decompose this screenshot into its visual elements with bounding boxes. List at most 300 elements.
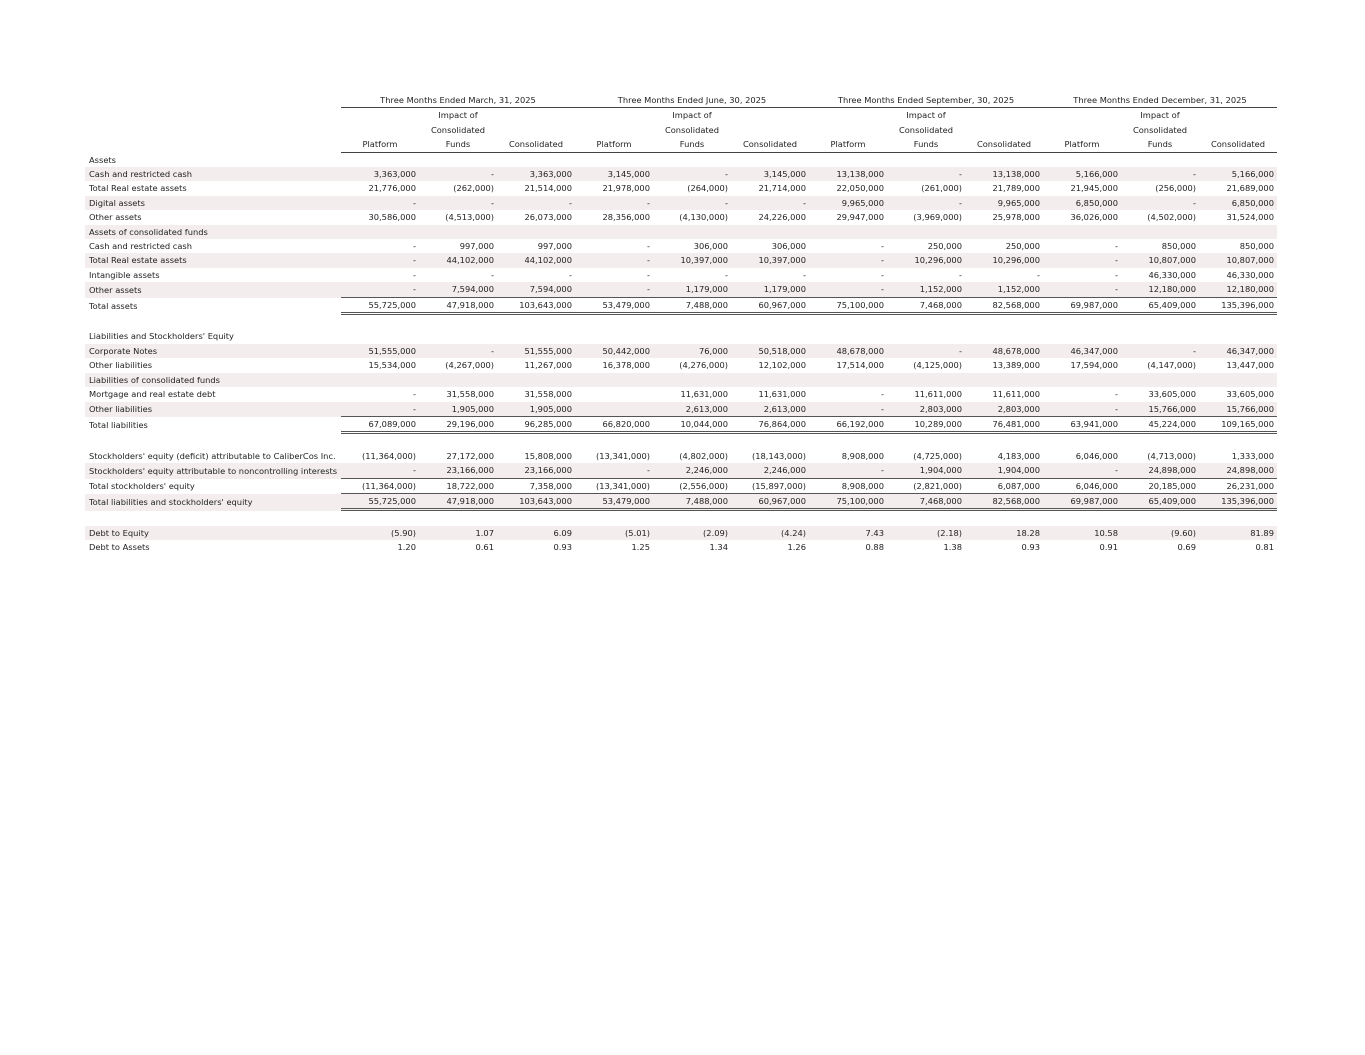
value-cell: 2,613,000 <box>731 402 809 417</box>
empty-cell <box>1043 373 1121 387</box>
value-cell: 1.20 <box>397 542 416 553</box>
value-cell: 10,397,000 <box>731 253 809 267</box>
section-liabilities-equity <box>85 329 1277 343</box>
value-cell: 10,807,000 <box>1199 253 1277 267</box>
value-cell: - <box>1115 269 1118 280</box>
empty-cell <box>575 225 653 239</box>
value-cell: 7.43 <box>809 526 887 540</box>
value-cell: 26,073,000 <box>524 212 572 223</box>
value-cell: 60,967,000 <box>731 494 809 511</box>
empty-cell <box>341 373 419 387</box>
empty-cell <box>497 329 575 343</box>
value-cell: (13,341,000) <box>575 479 653 494</box>
value-cell: - <box>1121 196 1199 210</box>
value-cell: 306,000 <box>771 241 806 252</box>
value-cell: (2.18) <box>887 526 965 540</box>
row-label: Stockholders' equity attributable to noncontrolling interests <box>85 463 341 478</box>
column-header-blank <box>809 108 887 122</box>
row-label: Other liabilities <box>89 360 153 371</box>
empty-cell <box>1121 329 1199 343</box>
value-cell: - <box>575 282 653 297</box>
value-cell: 13,138,000 <box>809 167 887 181</box>
value-cell: (5.01) <box>575 526 653 540</box>
value-cell: 1.26 <box>787 542 806 553</box>
value-cell: 1,905,000 <box>497 402 575 417</box>
empty-cell <box>419 329 497 343</box>
value-cell: (4,725,000) <box>913 450 962 461</box>
value-cell: 2,803,000 <box>887 402 965 417</box>
value-cell: (4,267,000) <box>445 360 494 371</box>
value-cell: 22,050,000 <box>836 183 884 194</box>
value-cell: - <box>959 269 962 280</box>
row-label: Debt to Equity <box>85 526 341 540</box>
empty-cell <box>575 373 653 387</box>
value-cell: - <box>341 196 419 210</box>
value-cell: 31,558,000 <box>446 389 494 400</box>
table-row <box>85 494 1277 511</box>
empty-cell <box>1199 329 1277 343</box>
column-header-blank <box>497 123 575 137</box>
section-liabilities-consolidated-funds <box>85 373 1277 387</box>
value-cell: 18,722,000 <box>419 479 497 494</box>
value-cell: - <box>887 167 965 181</box>
value-cell: 44,102,000 <box>419 253 497 267</box>
value-cell: - <box>809 282 887 297</box>
empty-cell <box>887 329 965 343</box>
value-cell: 11,611,000 <box>914 389 962 400</box>
value-cell: 0.88 <box>865 542 884 553</box>
value-cell: 21,714,000 <box>758 183 806 194</box>
value-cell: 11,267,000 <box>524 360 572 371</box>
empty-cell <box>1199 225 1277 239</box>
column-header-blank <box>575 123 653 137</box>
value-cell: 36,026,000 <box>1070 212 1118 223</box>
value-cell: 15,766,000 <box>1199 402 1277 417</box>
table-row <box>85 479 1277 494</box>
column-header-blank <box>1199 108 1277 122</box>
value-cell: 21,776,000 <box>368 183 416 194</box>
value-cell: (262,000) <box>453 183 494 194</box>
value-cell: 10.58 <box>1043 526 1121 540</box>
column-header-platform: Platform <box>1043 137 1121 152</box>
value-cell: (4,802,000) <box>679 450 728 461</box>
empty-cell <box>809 153 887 167</box>
value-cell: 69,987,000 <box>1043 298 1121 315</box>
value-cell: - <box>1043 463 1121 478</box>
value-cell: (4,502,000) <box>1147 212 1196 223</box>
value-cell: 46,347,000 <box>1199 344 1277 358</box>
value-cell: 3,145,000 <box>731 167 809 181</box>
value-cell: 13,447,000 <box>1226 360 1274 371</box>
value-cell: - <box>341 253 419 267</box>
column-header-impact-line2: Consolidated <box>1132 124 1188 135</box>
value-cell: 0.69 <box>1177 542 1196 553</box>
period-header-q1: Three Months Ended March, 31, 2025 <box>341 93 575 108</box>
value-cell: - <box>647 269 650 280</box>
row-label: Mortgage and real estate debt <box>89 389 216 400</box>
value-cell: 44,102,000 <box>497 253 575 267</box>
column-header-consolidated: Consolidated <box>1199 137 1277 152</box>
value-cell: 2,613,000 <box>653 402 731 417</box>
financial-table <box>85 93 1277 555</box>
value-cell: - <box>491 269 494 280</box>
empty-cell <box>653 373 731 387</box>
row-label: Other assets <box>85 282 341 297</box>
section-label: Liabilities of consolidated funds <box>85 373 341 387</box>
value-cell: 23,166,000 <box>419 463 497 478</box>
value-cell: - <box>575 196 653 210</box>
value-cell: - <box>725 269 728 280</box>
row-label: Stockholders' equity (deficit) attributable to CaliberCos Inc. <box>89 450 336 461</box>
empty-cell <box>341 153 419 167</box>
empty-cell <box>1121 225 1199 239</box>
empty-cell <box>575 153 653 167</box>
column-header-consolidated: Consolidated <box>965 137 1043 152</box>
value-cell: 9,965,000 <box>809 196 887 210</box>
value-cell: 10,296,000 <box>965 253 1043 267</box>
column-header-blank <box>965 123 1043 137</box>
value-cell: 12,180,000 <box>1199 282 1277 297</box>
value-cell: (4,713,000) <box>1147 450 1196 461</box>
value-cell: (4,125,000) <box>913 360 962 371</box>
value-cell: 2,246,000 <box>653 463 731 478</box>
table-row <box>85 402 1277 417</box>
empty-cell <box>1199 153 1277 167</box>
value-cell: 23,166,000 <box>497 463 575 478</box>
value-cell: 25,978,000 <box>992 212 1040 223</box>
header-spacer <box>85 108 341 122</box>
value-cell: - <box>341 282 419 297</box>
value-cell: - <box>653 196 731 210</box>
value-cell: - <box>419 344 497 358</box>
table-row <box>85 540 1277 554</box>
value-cell: 1,905,000 <box>419 402 497 417</box>
value-cell: 60,967,000 <box>731 298 809 315</box>
value-cell: 17,514,000 <box>836 360 884 371</box>
value-cell: (5.90) <box>341 526 419 540</box>
column-header-row <box>85 108 1277 122</box>
value-cell: 66,820,000 <box>575 417 653 434</box>
value-cell: 850,000 <box>1161 241 1196 252</box>
column-header-platform: Platform <box>575 137 653 152</box>
value-cell: 82,568,000 <box>965 298 1043 315</box>
value-cell: (18,143,000) <box>752 450 806 461</box>
value-cell: 75,100,000 <box>809 298 887 315</box>
column-header-blank <box>1043 108 1121 122</box>
value-cell: 0.61 <box>475 542 494 553</box>
empty-cell <box>1043 153 1121 167</box>
value-cell: 55,725,000 <box>341 494 419 511</box>
value-cell: 53,479,000 <box>575 298 653 315</box>
empty-cell <box>653 225 731 239</box>
column-header-impact-line2: Consolidated <box>430 124 486 135</box>
value-cell: 24,898,000 <box>1121 463 1199 478</box>
value-cell: 66,192,000 <box>809 417 887 434</box>
spacer-cell <box>85 434 1277 448</box>
column-header-impact-line1: Impact of <box>672 110 712 121</box>
table-row <box>85 210 1277 224</box>
value-cell: - <box>647 241 650 252</box>
value-cell <box>575 402 653 417</box>
column-header-impact-line2: Consolidated <box>664 124 720 135</box>
value-cell: 21,978,000 <box>602 183 650 194</box>
value-cell: 2,246,000 <box>731 463 809 478</box>
empty-cell <box>497 373 575 387</box>
value-cell: 31,524,000 <box>1226 212 1274 223</box>
table-row <box>85 167 1277 181</box>
empty-cell <box>419 153 497 167</box>
value-cell: - <box>809 253 887 267</box>
value-cell: 21,514,000 <box>524 183 572 194</box>
empty-cell <box>965 329 1043 343</box>
value-cell: 6,087,000 <box>965 479 1043 494</box>
value-cell: 1,152,000 <box>887 282 965 297</box>
empty-cell <box>887 373 965 387</box>
column-header-blank <box>1199 123 1277 137</box>
value-cell: - <box>341 402 419 417</box>
value-cell: (256,000) <box>1155 183 1196 194</box>
value-cell: 1.38 <box>943 542 962 553</box>
empty-cell <box>965 153 1043 167</box>
value-cell: 1,152,000 <box>965 282 1043 297</box>
value-cell: - <box>413 269 416 280</box>
table-row <box>85 282 1277 297</box>
value-cell: - <box>575 253 653 267</box>
value-cell: - <box>881 241 884 252</box>
value-cell: 27,172,000 <box>446 450 494 461</box>
empty-cell <box>497 153 575 167</box>
value-cell: 250,000 <box>927 241 962 252</box>
value-cell: 15,808,000 <box>524 450 572 461</box>
column-header-blank <box>341 123 419 137</box>
empty-cell <box>1199 373 1277 387</box>
value-cell: - <box>887 344 965 358</box>
value-cell: - <box>653 167 731 181</box>
value-cell: 63,941,000 <box>1043 417 1121 434</box>
value-cell: 11,631,000 <box>680 389 728 400</box>
row-label: Cash and restricted cash <box>85 167 341 181</box>
value-cell: 135,396,000 <box>1199 298 1277 315</box>
value-cell: 7,594,000 <box>419 282 497 297</box>
value-cell: 15,766,000 <box>1121 402 1199 417</box>
value-cell: 67,089,000 <box>341 417 419 434</box>
value-cell: (4,513,000) <box>445 212 494 223</box>
empty-cell <box>653 153 731 167</box>
value-cell: 33,605,000 <box>1226 389 1274 400</box>
value-cell: 11,611,000 <box>992 389 1040 400</box>
row-label: Total Real estate assets <box>89 183 187 194</box>
row-label: Other assets <box>89 212 142 223</box>
value-cell: - <box>881 269 884 280</box>
empty-cell <box>419 373 497 387</box>
row-label: Total assets <box>89 301 138 312</box>
column-header-impact-line3: Funds <box>419 137 497 152</box>
empty-cell <box>731 153 809 167</box>
table-row <box>85 449 1277 463</box>
value-cell: - <box>887 196 965 210</box>
value-cell: 46,330,000 <box>1148 269 1196 280</box>
value-cell: 30,586,000 <box>368 212 416 223</box>
value-cell: 48,678,000 <box>809 344 887 358</box>
value-cell: 1,179,000 <box>653 282 731 297</box>
value-cell: 76,000 <box>653 344 731 358</box>
empty-cell <box>497 225 575 239</box>
value-cell: 0.81 <box>1255 542 1274 553</box>
value-cell: 47,918,000 <box>419 298 497 315</box>
value-cell: 13,389,000 <box>992 360 1040 371</box>
value-cell: (3,969,000) <box>913 212 962 223</box>
row-label: Corporate Notes <box>85 344 341 358</box>
value-cell: 6,046,000 <box>1043 479 1121 494</box>
table-row <box>85 417 1277 434</box>
empty-cell <box>809 329 887 343</box>
column-header-blank <box>341 108 419 122</box>
value-cell: 306,000 <box>693 241 728 252</box>
value-cell: 1,179,000 <box>731 282 809 297</box>
value-cell: 96,285,000 <box>497 417 575 434</box>
value-cell: 17,594,000 <box>1070 360 1118 371</box>
empty-cell <box>419 225 497 239</box>
value-cell: 21,689,000 <box>1226 183 1274 194</box>
row-label: Cash and restricted cash <box>89 241 193 252</box>
value-cell: 46,330,000 <box>1226 269 1274 280</box>
section-assets <box>85 153 1277 167</box>
value-cell: 250,000 <box>1005 241 1040 252</box>
empty-cell <box>809 373 887 387</box>
column-header-impact-line1: Impact of <box>1140 110 1180 121</box>
column-header-blank <box>1043 123 1121 137</box>
empty-cell <box>653 329 731 343</box>
empty-cell <box>341 225 419 239</box>
value-cell: 5,166,000 <box>1043 167 1121 181</box>
column-header-consolidated: Consolidated <box>731 137 809 152</box>
value-cell: - <box>497 196 575 210</box>
period-header-row <box>85 93 1277 108</box>
value-cell: 76,864,000 <box>731 417 809 434</box>
spacer-row <box>85 315 1277 329</box>
value-cell: - <box>569 269 572 280</box>
row-label: Digital assets <box>85 196 341 210</box>
row-label: Intangible assets <box>89 269 160 280</box>
value-cell: 81.89 <box>1199 526 1277 540</box>
value-cell: 18.28 <box>965 526 1043 540</box>
value-cell: 51,555,000 <box>341 344 419 358</box>
value-cell: 5,166,000 <box>1199 167 1277 181</box>
empty-cell <box>1043 329 1121 343</box>
empty-cell <box>1043 225 1121 239</box>
value-cell: 55,725,000 <box>341 298 419 315</box>
value-cell: 50,442,000 <box>575 344 653 358</box>
table-row <box>85 239 1277 253</box>
table-row <box>85 253 1277 267</box>
value-cell: (264,000) <box>687 183 728 194</box>
column-header-blank <box>497 108 575 122</box>
row-label: Total liabilities <box>89 420 148 431</box>
value-cell: 9,965,000 <box>965 196 1043 210</box>
column-header-blank <box>731 108 809 122</box>
value-cell: - <box>413 389 416 400</box>
value-cell: 28,356,000 <box>602 212 650 223</box>
value-cell: 0.93 <box>1021 542 1040 553</box>
empty-cell <box>965 225 1043 239</box>
value-cell: 3,145,000 <box>575 167 653 181</box>
value-cell: 0.93 <box>553 542 572 553</box>
row-label: Debt to Assets <box>89 542 150 553</box>
value-cell: 1.25 <box>631 542 650 553</box>
spacer-row <box>85 434 1277 448</box>
value-cell: 6,046,000 <box>1075 450 1118 461</box>
column-header-impact-line1: Impact of <box>906 110 946 121</box>
value-cell: - <box>1043 282 1121 297</box>
value-cell: 10,807,000 <box>1121 253 1199 267</box>
value-cell: 135,396,000 <box>1199 494 1277 511</box>
value-cell: - <box>731 196 809 210</box>
table-row <box>85 526 1277 540</box>
value-cell: (13,341,000) <box>596 450 650 461</box>
section-label: Liabilities and Stockholders' Equity <box>89 331 234 342</box>
spacer-cell <box>85 315 1277 329</box>
value-cell: - <box>419 167 497 181</box>
value-cell: (11,364,000) <box>341 479 419 494</box>
empty-cell <box>341 329 419 343</box>
value-cell: 16,378,000 <box>602 360 650 371</box>
value-cell: (4,147,000) <box>1147 360 1196 371</box>
value-cell: 3,363,000 <box>497 167 575 181</box>
header-spacer <box>85 123 341 137</box>
value-cell: (4,130,000) <box>679 212 728 223</box>
value-cell: 10,289,000 <box>887 417 965 434</box>
value-cell: 109,165,000 <box>1199 417 1277 434</box>
row-label: Total stockholders' equity <box>89 481 195 492</box>
empty-cell <box>887 225 965 239</box>
value-cell: 8,908,000 <box>809 479 887 494</box>
value-cell: 1.34 <box>709 542 728 553</box>
value-cell: - <box>1115 241 1118 252</box>
empty-cell <box>731 225 809 239</box>
row-label: Total liabilities and stockholders' equity <box>85 494 341 511</box>
value-cell: - <box>1121 344 1199 358</box>
value-cell: 0.91 <box>1099 542 1118 553</box>
value-cell: 10,296,000 <box>887 253 965 267</box>
value-cell: (2,821,000) <box>887 479 965 494</box>
value-cell: 24,898,000 <box>1199 463 1277 478</box>
section-assets-consolidated-funds <box>85 225 1277 239</box>
period-header-q3: Three Months Ended September, 30, 2025 <box>809 93 1043 108</box>
value-cell: (4,276,000) <box>679 360 728 371</box>
value-cell: - <box>1037 269 1040 280</box>
value-cell: 65,409,000 <box>1121 298 1199 315</box>
value-cell: 29,947,000 <box>836 212 884 223</box>
empty-cell <box>1121 373 1199 387</box>
value-cell: 51,555,000 <box>497 344 575 358</box>
value-cell: 7,594,000 <box>497 282 575 297</box>
value-cell: 1,904,000 <box>887 463 965 478</box>
value-cell: - <box>881 389 884 400</box>
value-cell: 6,850,000 <box>1199 196 1277 210</box>
value-cell: 7,488,000 <box>653 494 731 511</box>
table-row <box>85 196 1277 210</box>
empty-cell <box>965 373 1043 387</box>
table-row <box>85 387 1277 401</box>
column-header-impact-line1: Impact of <box>438 110 478 121</box>
column-header-consolidated: Consolidated <box>497 137 575 152</box>
value-cell: 45,224,000 <box>1121 417 1199 434</box>
spacer-row <box>85 511 1277 525</box>
table-row <box>85 181 1277 195</box>
value-cell: 4,183,000 <box>997 450 1040 461</box>
value-cell: 48,678,000 <box>965 344 1043 358</box>
period-header-q4: Three Months Ended December, 31, 2025 <box>1043 93 1277 108</box>
